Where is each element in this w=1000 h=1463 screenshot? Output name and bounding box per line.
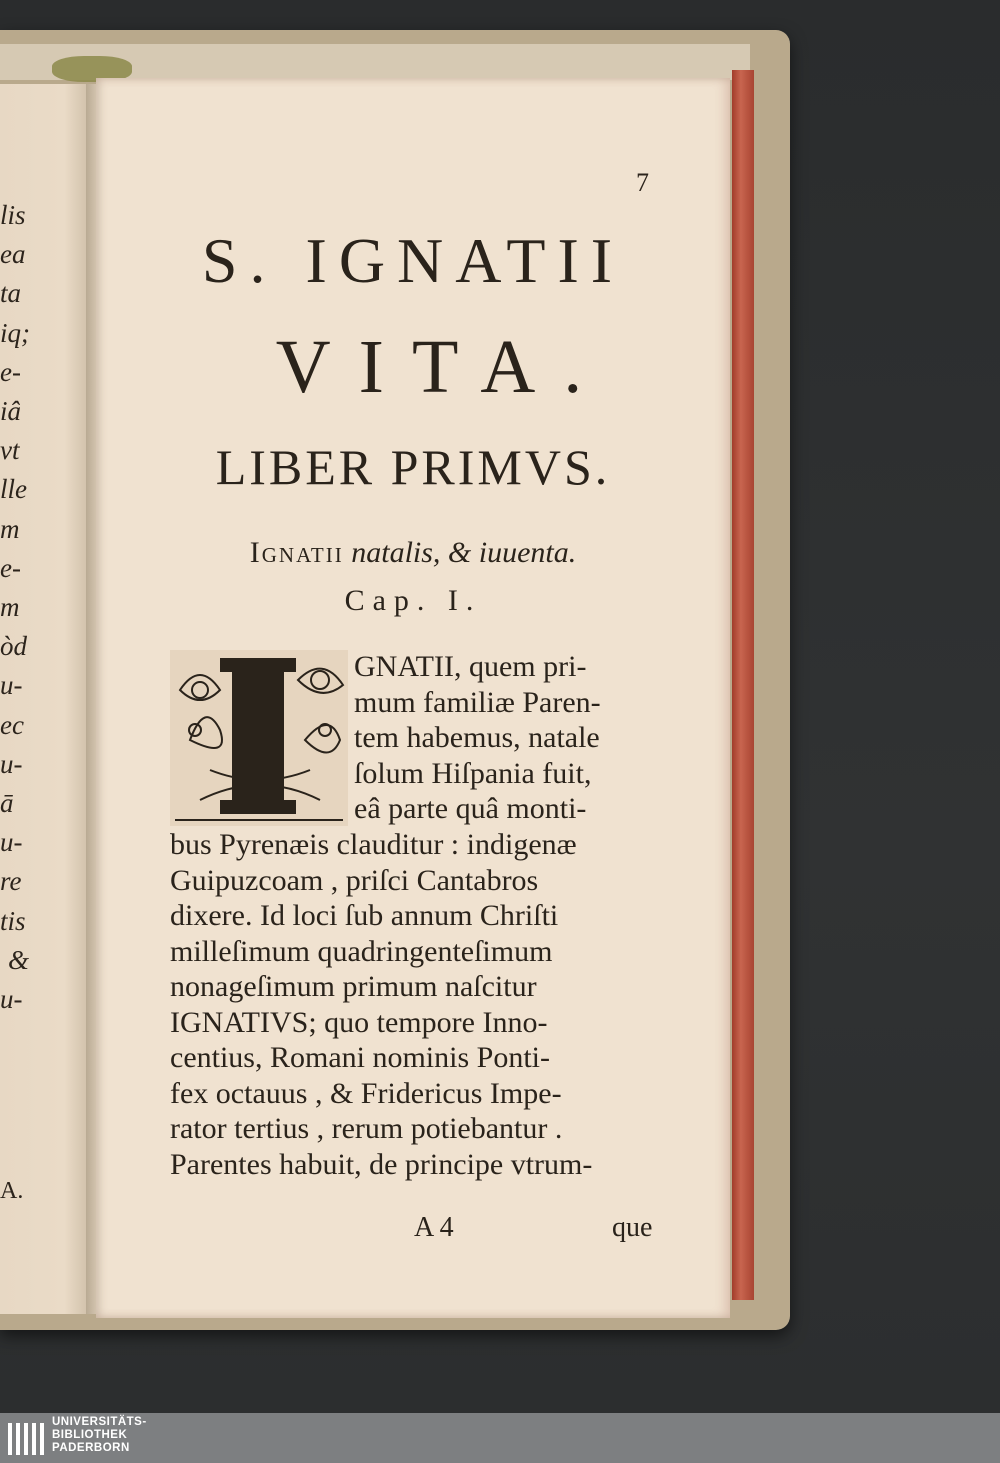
library-name-line-2: BIBLIOTHEK [52,1429,128,1441]
body-line: mum familiæ Paren- [354,685,601,719]
left-page-fragment: iq; [0,317,30,348]
left-page-fragment: lle [0,474,27,505]
library-name [52,1416,147,1455]
left-page-fragment: m [0,513,20,544]
left-page-fragment: u- [0,827,23,858]
body-line: tem habemus, natale [354,721,600,754]
body-line: fex octauus , & Fridericus Impe- [170,1076,562,1110]
left-page-fragment: ta [0,278,22,309]
left-page-fragment: m [0,592,20,622]
ornamental-initial [170,650,348,826]
left-page-fragment: ā [0,788,14,818]
left-page-fragment: e- [0,552,21,583]
body-line: Parentes habuit, de principe vtrum- [170,1147,593,1181]
left-page-fragment: iâ [0,396,22,426]
body-line: dixere. Id loci ſub annum Chriſti [170,899,559,932]
left-page-fragment: vt [0,435,20,466]
library-name-line-3: PADERBORN [52,1442,130,1454]
right-page [96,78,730,1318]
page-number: 7 [636,168,649,197]
chapter-heading-subject: natalis, & iuuenta. [351,536,577,569]
catchword: que [612,1212,653,1243]
body-line: IGNATIVS; quo tempore Inno- [170,1005,548,1039]
left-page-fragment: e- [0,356,21,387]
left-page-fragment: u- [0,748,23,779]
body-line: centius, Romani nominis Ponti- [170,1041,550,1074]
body-line: GNATII, quem pri- [354,650,587,683]
left-page-fragment: u- [0,984,23,1014]
red-page-edge [732,70,754,1300]
title-line-1: S. IGNATII [201,225,625,296]
chapter-heading [96,536,730,570]
left-page-signature: A. [0,1178,24,1204]
left-page-fragment: ea [0,239,26,270]
body-line: Guipuzcoam , priſci Cantabros [170,863,539,897]
body-line: rator tertius , rerum potiebantur . [170,1112,563,1145]
library-name-line-1: UNIVERSITÄTS- [52,1416,147,1428]
chapter-number: Cap. I. [344,584,482,617]
left-page-fragment: lis [0,200,26,230]
body-line: nonageſimum primum naſcitur [170,970,537,1003]
title-line-2: VITA. [275,325,611,409]
body-line: eâ parte quâ monti- [354,792,587,825]
left-page [0,84,92,1314]
left-page-fragment: tis [0,905,26,936]
body-line: milleſimum quadringenteſimum [170,934,553,968]
book-heading: LIBER PRIMVS. [215,439,611,495]
body-line: bus Pyrenæis clauditur : indigenæ [170,828,577,861]
left-page-fragment: u- [0,670,23,701]
body-line: ſolum Hiſpania fuit, [354,756,592,790]
left-page-fragment: re [0,866,22,897]
left-page-fragment: & [8,944,30,975]
signature-mark: A 4 [414,1212,454,1243]
library-logo-icon [6,1419,46,1459]
left-page-fragment: òd [0,631,27,662]
left-page-fragment: ec [0,709,24,740]
chapter-heading-name: Ignatii [249,536,344,569]
drop-cap-letter: I [257,770,259,771]
library-footer [0,1413,1000,1463]
